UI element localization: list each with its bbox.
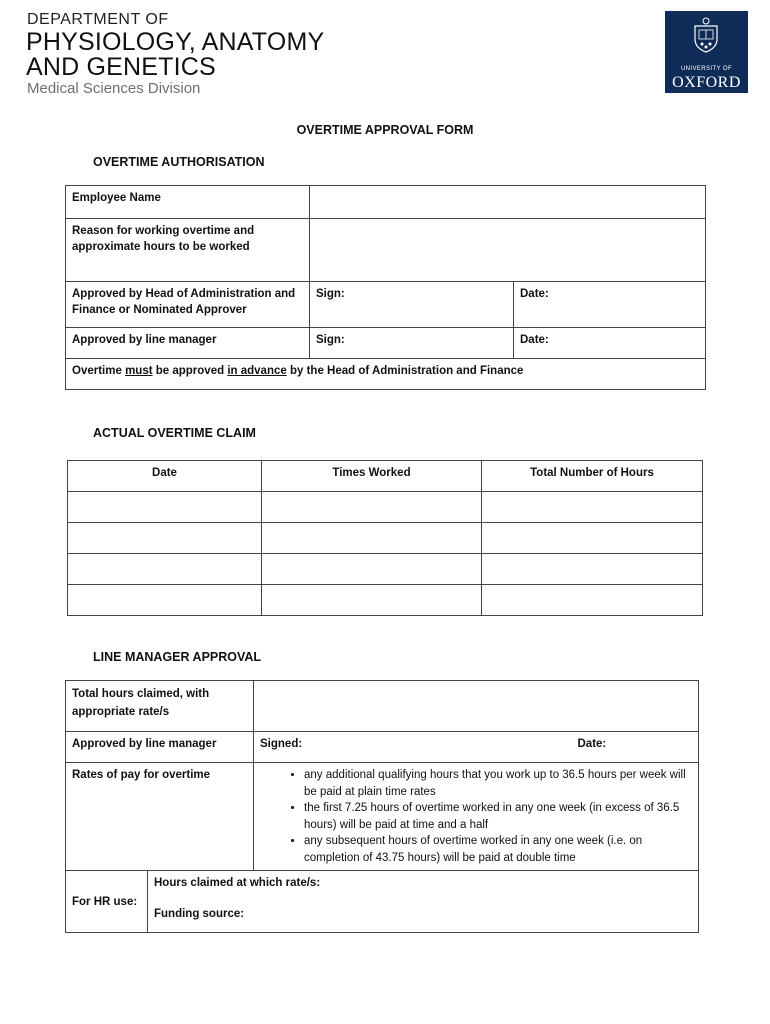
claim-table — [67, 460, 703, 616]
rate-item: • any subsequent hours of overtime worked in any one week (i.e. on completion of 43.75 hours) will be paid at double time — [304, 833, 694, 866]
rates-list-cell — [254, 763, 699, 871]
department-name-line2: AND GENETICS — [26, 53, 216, 81]
head-approval-sign-field[interactable] — [310, 282, 514, 328]
claim-header-row — [68, 461, 703, 492]
claim-date-cell[interactable] — [68, 554, 262, 585]
authorisation-table — [65, 185, 706, 390]
section-title-authorisation: OVERTIME AUTHORISATION — [93, 155, 265, 169]
employee-name-label: Employee Name — [66, 186, 310, 219]
claim-hours-cell[interactable] — [482, 585, 703, 616]
hr-use-row — [66, 871, 699, 933]
column-header-times-worked: Times Worked — [262, 461, 482, 492]
total-hours-label: Total hours claimed, with appropriate rate/s — [66, 681, 254, 732]
rate-item: • any additional qualifying hours that you work up to 36.5 hours per week will be paid at plain time rates — [304, 767, 694, 800]
oxford-logo — [665, 11, 748, 93]
rates-list — [256, 767, 694, 866]
line-manager-label: Approved by line manager — [66, 328, 310, 359]
signed-label: Signed: — [260, 738, 303, 750]
division-name: Medical Sciences Division — [27, 80, 201, 97]
note-middle: be approved — [152, 365, 228, 377]
line-manager-table — [65, 680, 699, 933]
rates-label: Rates of pay for overtime — [66, 763, 254, 871]
logo-university-text: UNIVERSITY OF — [680, 66, 733, 72]
date-label: Date: — [520, 334, 549, 346]
note-prefix: Overtime — [72, 365, 126, 377]
hr-use-field[interactable] — [148, 871, 699, 933]
hours-rate-label: Hours claimed at which rate/s: — [154, 877, 321, 889]
claim-times-cell[interactable] — [262, 585, 482, 616]
claim-date-cell[interactable] — [68, 523, 262, 554]
line-manager-approval-row — [66, 328, 706, 359]
reason-field[interactable] — [310, 219, 706, 282]
claim-date-cell[interactable] — [68, 492, 262, 523]
head-approval-label: Approved by Head of Administration and Finance or Nominated Approver — [66, 282, 310, 328]
note-in-advance: in advance — [227, 365, 287, 377]
advance-note-row — [66, 359, 706, 390]
claim-hours-cell[interactable] — [482, 523, 703, 554]
department-name-line1: PHYSIOLOGY, ANATOMY — [26, 28, 325, 56]
sign-label: Sign: — [316, 334, 345, 346]
rate-item: • the first 7.25 hours of overtime worked in any one week (in excess of 36.5 hours) will be paid at time and a half — [304, 800, 694, 833]
claim-hours-cell[interactable] — [482, 492, 703, 523]
lm-date-label: Date: — [577, 738, 607, 750]
section-title-claim: ACTUAL OVERTIME CLAIM — [93, 426, 256, 440]
line-manager-date-field[interactable] — [514, 328, 706, 359]
table-row — [68, 585, 703, 616]
column-header-date: Date — [68, 461, 262, 492]
reason-row — [66, 219, 706, 282]
reason-label: Reason for working overtime and approximate hours to be worked — [66, 219, 310, 282]
total-hours-field[interactable] — [254, 681, 699, 732]
table-row — [68, 492, 703, 523]
note-must: must — [125, 365, 153, 377]
claim-times-cell[interactable] — [262, 523, 482, 554]
funding-source-label: Funding source: — [154, 908, 245, 920]
note-suffix: by the Head of Administration and Finance — [286, 365, 524, 377]
column-header-total-hours: Total Number of Hours — [482, 461, 703, 492]
date-label: Date: — [520, 288, 549, 300]
head-approval-row — [66, 282, 706, 328]
sign-label: Sign: — [316, 288, 345, 300]
logo-oxford-text: OXFORD — [672, 74, 741, 91]
section-title-line-manager: LINE MANAGER APPROVAL — [93, 650, 262, 664]
table-row — [68, 554, 703, 585]
table-row — [68, 523, 703, 554]
claim-times-cell[interactable] — [262, 554, 482, 585]
advance-note — [66, 359, 706, 390]
line-manager-sign-field[interactable] — [310, 328, 514, 359]
total-hours-row — [66, 681, 699, 732]
rates-row — [66, 763, 699, 871]
department-of-text: DEPARTMENT OF — [27, 11, 169, 28]
employee-name-row — [66, 186, 706, 219]
lm-approved-label: Approved by line manager — [66, 732, 254, 763]
claim-hours-cell[interactable] — [482, 554, 703, 585]
claim-times-cell[interactable] — [262, 492, 482, 523]
lm-signed-field[interactable] — [254, 732, 699, 763]
oxford-crest-icon — [691, 17, 721, 53]
employee-name-field[interactable] — [310, 186, 706, 219]
hr-use-label: For HR use: — [66, 871, 148, 933]
lm-approved-row — [66, 732, 699, 763]
claim-date-cell[interactable] — [68, 585, 262, 616]
head-approval-date-field[interactable] — [514, 282, 706, 328]
form-title: OVERTIME APPROVAL FORM — [296, 123, 474, 137]
